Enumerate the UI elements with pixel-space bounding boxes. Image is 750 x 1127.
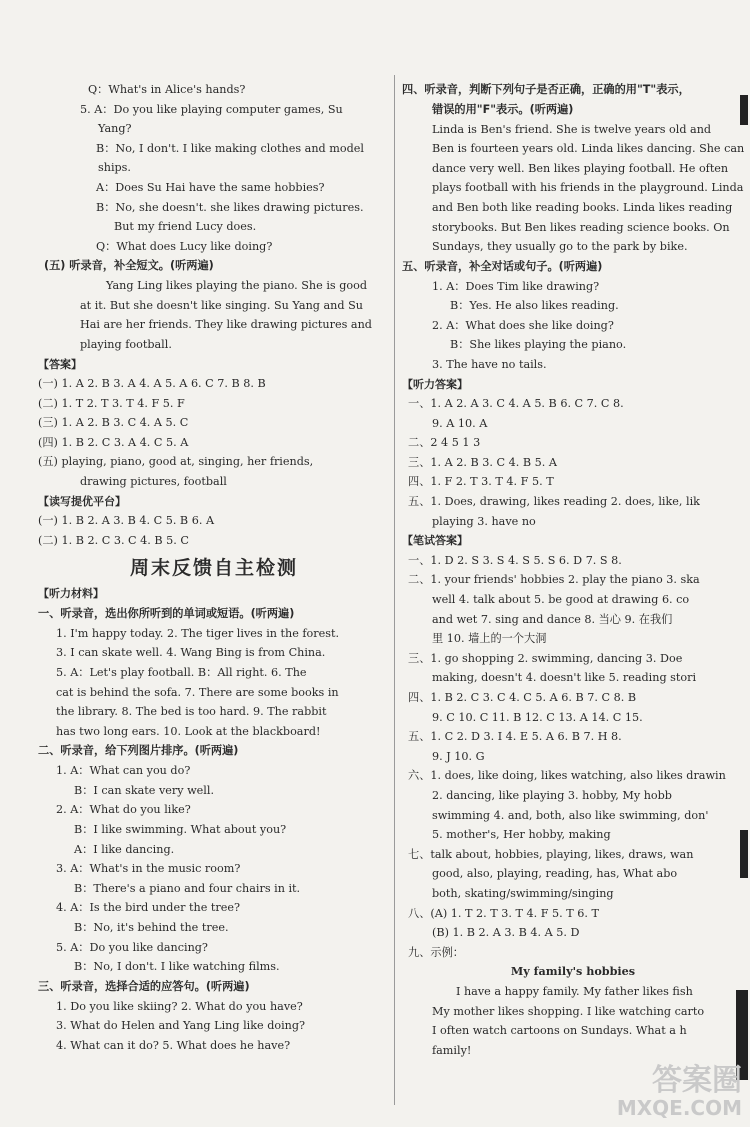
answer-tag: 【听力答案】 — [402, 377, 468, 391]
text-line: 3. The have no tails. — [432, 357, 547, 371]
text-line: A：Does Su Hai have the same hobbies? — [96, 180, 325, 194]
text-line: (四) 1. B 2. C 3. A 4. C 5. A — [38, 435, 189, 449]
section-heading: (五) 听录音，补全短文。(听两遍) — [44, 259, 214, 273]
text-line: Ben is fourteen years old. Linda likes dancing. She can — [432, 142, 745, 156]
text-line: 2. A：What does she like doing? — [432, 318, 614, 332]
text-line: Linda is Ben's friend. She is twelve years old and — [432, 122, 712, 136]
text-line: both, skating/swimming/singing — [432, 886, 614, 900]
scan-edge-mark — [740, 95, 748, 125]
text-line: B：She likes playing the piano. — [450, 338, 627, 352]
watermark-logo: 答案圈 — [652, 1063, 742, 1098]
section-heading: 二、听录音，给下列图片排序。(听两遍) — [38, 744, 239, 758]
answer-tag: 【听力材料】 — [38, 587, 104, 601]
text-line: good, also, playing, reading, has, What abo — [432, 867, 678, 881]
text-line: But my friend Lucy does. — [114, 220, 257, 234]
text-line: 四、1. F 2. T 3. T 4. F 5. T — [408, 475, 554, 489]
text-line: (二) 1. B 2. C 3. C 4. B 5. C — [38, 533, 189, 547]
text-line: Q：What's in Alice's hands? — [88, 83, 246, 96]
text-line: 四、1. B 2. C 3. C 4. C 5. A 6. B 7. C 8. B — [408, 691, 637, 705]
text-line: B：I like swimming. What about you? — [74, 822, 287, 836]
text-line: and Ben both like reading books. Linda likes reading — [432, 200, 733, 214]
text-line: 九、示例： — [408, 945, 464, 959]
text-line: family! — [432, 1043, 472, 1057]
text-line: cat is behind the sofa. 7. There are some books in — [56, 685, 339, 699]
text-line: 5. A：Do you like dancing? — [56, 940, 208, 954]
text-line: playing football. — [80, 337, 172, 351]
text-line: 9. C 10. C 11. B 12. C 13. A 14. C 15. — [432, 710, 643, 724]
text-line: Sundays, they usually go to the park by bike. — [432, 240, 688, 254]
text-line: 1. I'm happy today. 2. The tiger lives in the forest. — [56, 626, 340, 640]
text-line: B：No, I don't. I like watching films. — [74, 960, 280, 974]
text-line: and wet 7. sing and dance 8. 当心 9. 在我们 — [432, 612, 673, 626]
answer-tag: 【答案】 — [38, 357, 82, 371]
text-line: 3. A：What's in the music room? — [56, 862, 241, 876]
text-line: 3. What do Helen and Yang Ling like doing? — [56, 1019, 306, 1033]
text-line: 二、1. your friends' hobbies 2. play the piano 3. ska — [408, 573, 700, 587]
text-line: plays football with his friends in the playground. Linda — [432, 181, 744, 195]
section-heading: 一、听录音，选出你所听到的单词或短语。(听两遍) — [38, 607, 295, 621]
section-heading: 三、听录音，选择合适的应答句。(听两遍) — [38, 979, 250, 993]
text-line: making, doesn't 4. doesn't like 5. reading stori — [432, 671, 697, 685]
section-title: 周末反馈自主检测 — [129, 557, 298, 580]
right-column — [402, 80, 744, 1060]
text-line: B：No, she doesn't. she likes drawing pictures. — [96, 200, 364, 214]
text-line: 里 10. 墙上的一个大洞 — [432, 632, 547, 646]
text-line: Yang Ling likes playing the piano. She is good — [106, 279, 367, 293]
text-line: 七、talk about, hobbies, playing, likes, draws, wan — [408, 847, 694, 861]
section-heading: 四、听录音，判断下列句子是否正确，正确的用"T"表示， — [402, 83, 690, 96]
text-line: (五) playing, piano, good at, singing, her friends, — [38, 455, 314, 469]
text-line: 五、1. Does, drawing, likes reading 2. does, like, lik — [408, 495, 700, 509]
text-line: drawing pictures, football — [80, 475, 227, 489]
text-line: 3. I can skate well. 4. Wang Bing is from China. — [56, 646, 326, 660]
text-line: 9. A 10. A — [432, 416, 488, 430]
text-line: 六、1. does, like doing, likes watching, also likes drawin — [408, 769, 726, 783]
text-line: well 4. talk about 5. be good at drawing 6. co — [432, 593, 690, 607]
text-line: 八、(A) 1. T 2. T 3. T 4. F 5. T 6. T — [408, 906, 599, 920]
text-line: playing 3. have no — [432, 514, 536, 528]
text-line: Hai are her friends. They like drawing pictures and — [80, 318, 372, 332]
text-line: ships. — [98, 161, 131, 175]
text-line: Yang? — [98, 122, 132, 136]
text-line: 4. A：Is the bird under the tree? — [56, 901, 240, 915]
text-line: 4. What can it do? 5. What does he have? — [56, 1038, 291, 1052]
section-heading: 错误的用"F"表示。(听两遍) — [432, 102, 574, 116]
text-line: I have a happy family. My father likes fish — [456, 984, 693, 998]
text-line: 一、1. A 2. A 3. C 4. A 5. B 6. C 7. C 8. — [408, 397, 624, 411]
text-line: 5. A：Do you like playing computer games, Su — [80, 102, 343, 116]
text-line: B：Yes. He also likes reading. — [450, 299, 619, 313]
text-line: the library. 8. The bed is too hard. 9. The rabbit — [56, 705, 327, 719]
text-line: 一、1. D 2. S 3. S 4. S 5. S 6. D 7. S 8. — [408, 553, 622, 567]
text-line: 二、2 4 5 1 3 — [408, 436, 481, 450]
text-line: B：No, I don't. I like making clothes and model — [96, 141, 364, 155]
text-line: at it. But she doesn't like singing. Su Yang and Su — [80, 298, 363, 312]
text-line: My family's hobbies — [510, 964, 636, 979]
answer-tag: 【笔试答案】 — [402, 534, 468, 548]
text-line: B：I can skate very well. — [74, 783, 215, 797]
text-line: 2. A：What do you like? — [56, 803, 191, 817]
text-line: My mother likes shopping. I like watching carto — [432, 1004, 705, 1018]
column-divider — [394, 75, 395, 1105]
text-line: has two long ears. 10. Look at the blackboard! — [56, 724, 321, 738]
text-line: (二) 1. T 2. T 3. T 4. F 5. F — [38, 396, 185, 410]
text-line: B：No, it's behind the tree. — [74, 920, 229, 934]
watermark-url: MXQE.COM — [616, 1096, 742, 1120]
watermark — [617, 1065, 742, 1119]
text-line: 1. A：What can you do? — [56, 764, 191, 778]
text-line: (一) 1. B 2. A 3. B 4. C 5. B 6. A — [38, 514, 215, 528]
scan-edge-mark — [740, 830, 748, 878]
text-line: (B) 1. B 2. A 3. B 4. A 5. D — [432, 926, 580, 940]
text-line: 9. J 10. G — [432, 749, 485, 763]
text-line: 三、1. go shopping 2. swimming, dancing 3. Doe — [408, 651, 683, 665]
text-line: swimming 4. and, both, also like swimming, don' — [432, 808, 709, 822]
text-line: (三) 1. A 2. B 3. C 4. A 5. C — [38, 416, 189, 430]
text-line: Q：What does Lucy like doing? — [96, 239, 273, 253]
text-line: 5. mother's, Her hobby, making — [432, 828, 611, 842]
text-line: 五、1. C 2. D 3. I 4. E 5. A 6. B 7. H 8. — [408, 730, 622, 744]
section-heading: 五、听录音，补全对话或句子。(听两遍) — [402, 259, 603, 273]
text-line: A：I like dancing. — [74, 842, 175, 856]
text-line: storybooks. But Ben likes reading science books. On — [432, 220, 730, 234]
text-line: B：There's a piano and four chairs in it. — [74, 881, 301, 895]
text-line: I often watch cartoons on Sundays. What a h — [432, 1024, 687, 1038]
text-line: 三、1. A 2. B 3. C 4. B 5. A — [408, 455, 557, 469]
left-column — [38, 80, 390, 1055]
text-line: 1. Do you like skiing? 2. What do you have? — [56, 999, 303, 1013]
answer-tag: 【读写提优平台】 — [38, 494, 126, 508]
text-line: (一) 1. A 2. B 3. A 4. A 5. A 6. C 7. B 8. B — [38, 377, 266, 391]
text-line: 2. dancing, like playing 3. hobby, My hobb — [432, 788, 672, 802]
text-line: dance very well. Ben likes playing football. He often — [432, 161, 729, 175]
text-line: 1. A：Does Tim like drawing? — [432, 279, 600, 293]
text-line: 5. A：Let's play football. B：All right. 6. The — [56, 666, 307, 680]
